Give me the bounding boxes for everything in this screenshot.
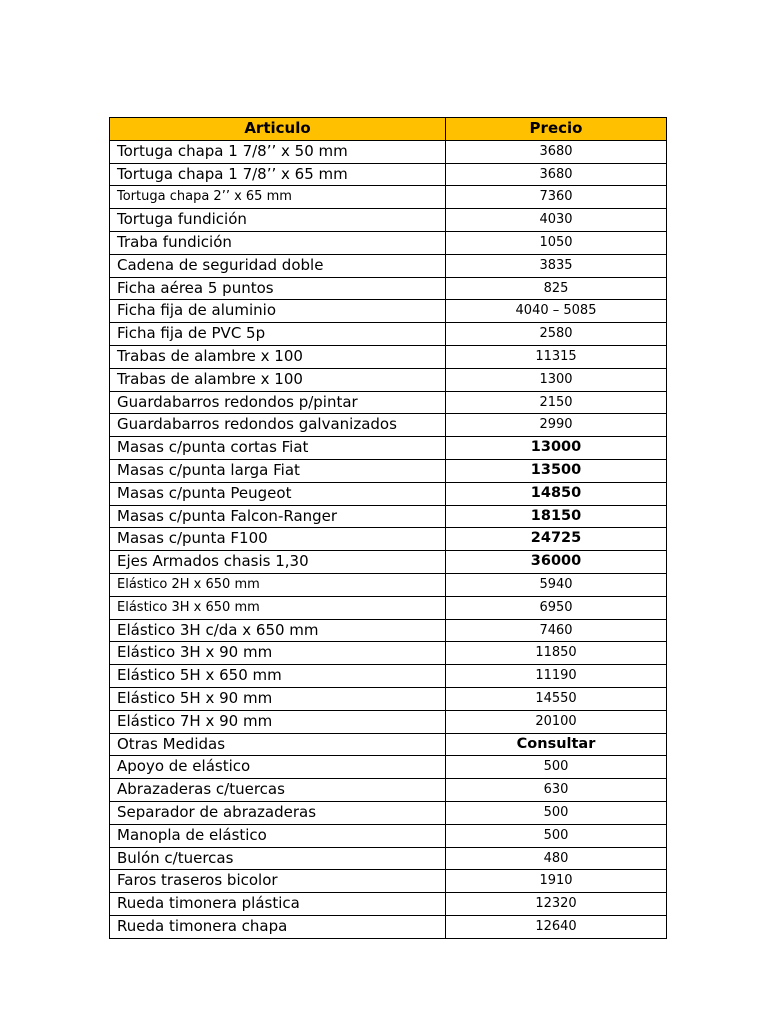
article-cell: Elástico 7H x 90 mm [110,710,446,733]
price-table [109,117,667,939]
table-row [110,368,667,391]
table-row [110,779,667,802]
price-cell: 500 [446,824,667,847]
article-cell: Tortuga chapa 1 7/8’’ x 65 mm [110,163,446,186]
article-cell: Otras Medidas [110,733,446,756]
table-row [110,756,667,779]
article-cell: Cadena de seguridad doble [110,254,446,277]
price-cell: 14550 [446,687,667,710]
price-cell: 4030 [446,209,667,232]
article-cell: Bulón c/tuercas [110,847,446,870]
price-cell: 24725 [446,528,667,551]
price-cell: 1050 [446,231,667,254]
price-cell: 3680 [446,140,667,163]
article-cell: Trabas de alambre x 100 [110,345,446,368]
table-row [110,915,667,938]
article-cell: Manopla de elástico [110,824,446,847]
price-cell: 480 [446,847,667,870]
article-cell: Traba fundición [110,231,446,254]
price-cell: 7360 [446,186,667,209]
article-cell: Masas c/punta F100 [110,528,446,551]
table-row [110,300,667,323]
table-row [110,893,667,916]
table-row [110,505,667,528]
article-cell: Abrazaderas c/tuercas [110,779,446,802]
table-row [110,391,667,414]
price-cell: Consultar [446,733,667,756]
column-header-article: Articulo [110,118,446,141]
price-cell: 12640 [446,915,667,938]
article-cell: Guardabarros redondos galvanizados [110,414,446,437]
price-cell: 500 [446,801,667,824]
price-cell: 6950 [446,596,667,619]
table-row [110,687,667,710]
price-cell: 5940 [446,573,667,596]
article-cell: Rueda timonera chapa [110,915,446,938]
article-cell: Separador de abrazaderas [110,801,446,824]
table-row [110,163,667,186]
table-row [110,870,667,893]
table-row [110,619,667,642]
price-cell: 3835 [446,254,667,277]
price-cell: 18150 [446,505,667,528]
price-cell: 2580 [446,323,667,346]
table-row [110,551,667,574]
article-cell: Elástico 2H x 650 mm [110,573,446,596]
article-cell: Masas c/punta cortas Fiat [110,437,446,460]
table-row [110,482,667,505]
table-header [110,118,667,141]
table-row [110,459,667,482]
table-row [110,642,667,665]
article-cell: Apoyo de elástico [110,756,446,779]
price-cell: 14850 [446,482,667,505]
table-row [110,254,667,277]
table-row [110,231,667,254]
table-row [110,414,667,437]
price-cell: 1910 [446,870,667,893]
article-cell: Ficha fija de PVC 5p [110,323,446,346]
article-cell: Elástico 3H x 90 mm [110,642,446,665]
article-cell: Guardabarros redondos p/pintar [110,391,446,414]
price-cell: 3680 [446,163,667,186]
table-row [110,345,667,368]
article-cell: Ficha aérea 5 puntos [110,277,446,300]
article-cell: Masas c/punta Falcon-Ranger [110,505,446,528]
article-cell: Tortuga chapa 1 7/8’’ x 50 mm [110,140,446,163]
price-cell: 2990 [446,414,667,437]
price-cell: 825 [446,277,667,300]
table-row [110,437,667,460]
table-row [110,323,667,346]
table-body [110,140,667,938]
article-cell: Elástico 3H c/da x 650 mm [110,619,446,642]
price-cell: 11315 [446,345,667,368]
price-cell: 7460 [446,619,667,642]
table-row [110,573,667,596]
article-cell: Ejes Armados chasis 1,30 [110,551,446,574]
header-row [110,118,667,141]
table-row [110,209,667,232]
table-row [110,710,667,733]
article-cell: Masas c/punta larga Fiat [110,459,446,482]
article-cell: Faros traseros bicolor [110,870,446,893]
article-cell: Tortuga fundición [110,209,446,232]
column-header-price: Precio [446,118,667,141]
price-cell: 36000 [446,551,667,574]
table-row [110,847,667,870]
table-row [110,596,667,619]
article-cell: Ficha fija de aluminio [110,300,446,323]
price-cell: 12320 [446,893,667,916]
price-cell: 630 [446,779,667,802]
table-row [110,528,667,551]
price-cell: 4040 – 5085 [446,300,667,323]
table-row [110,186,667,209]
table-row [110,140,667,163]
price-cell: 1300 [446,368,667,391]
price-cell: 2150 [446,391,667,414]
price-cell: 500 [446,756,667,779]
price-cell: 11190 [446,665,667,688]
article-cell: Elástico 3H x 650 mm [110,596,446,619]
table-row [110,277,667,300]
price-cell: 13000 [446,437,667,460]
article-cell: Masas c/punta Peugeot [110,482,446,505]
article-cell: Elástico 5H x 90 mm [110,687,446,710]
price-cell: 20100 [446,710,667,733]
table-row [110,733,667,756]
table-row [110,824,667,847]
table-row [110,801,667,824]
article-cell: Elástico 5H x 650 mm [110,665,446,688]
table-row [110,665,667,688]
article-cell: Tortuga chapa 2’’ x 65 mm [110,186,446,209]
price-cell: 11850 [446,642,667,665]
article-cell: Rueda timonera plástica [110,893,446,916]
price-cell: 13500 [446,459,667,482]
article-cell: Trabas de alambre x 100 [110,368,446,391]
